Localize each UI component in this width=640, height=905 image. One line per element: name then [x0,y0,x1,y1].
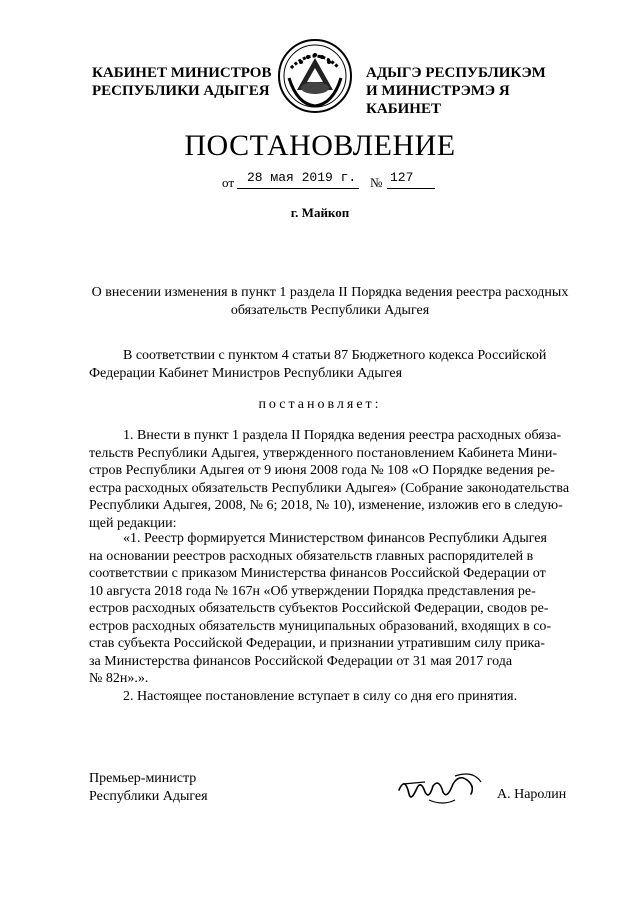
item-1-line: тельств Республики Адыгея, утвержденного постановлением Кабинета Мини- [89,445,557,461]
preamble-line2: Федерации Кабинет Министров Республики Адыгея [89,365,403,381]
resolves-heading: постановляет: [258,397,382,412]
preamble [89,347,583,382]
header-left-line2: РЕСПУБЛИКИ АДЫГЕЯ [92,83,270,99]
item-1-line: стров Республики Адыгея от 9 июня 2008 года № 108 «О Порядке ведения ре- [89,463,555,478]
subject-line1: О внесении изменения в пункт 1 раздела II Порядка ведения реестра расходных [91,285,569,300]
quote-line: на основании реестров расходных обязательств главных распорядителей в [89,548,534,564]
quote-line: за Министерства финансов Российской Федерации от 31 мая 2017 года [89,653,513,669]
date-underline [237,188,359,189]
coat-of-arms-icon [277,38,353,114]
subject-line2: обязательств Республики Адыгея [230,303,430,318]
quote-line: став субъекта Российской Федерации, и признании утратившим силу прика- [89,636,545,651]
date-prefix: от [222,175,235,190]
signatory-title-line1: Премьер-министр [89,771,197,786]
quote-line: № 82н».». [89,671,149,686]
signatory-name: А. Наролин [497,787,567,802]
quote-line: 10 августа 2018 года № 167н «Об утверждении Порядка представления ре- [89,583,536,599]
number-prefix: № [370,175,383,190]
document-number: 127 [390,170,414,185]
quote-line: естров расходных обязательств субъектов Российской Федерации, сводов ре- [89,601,549,616]
quote-line: соответствии с приказом Министерства финансов Российской Федерации от [89,566,546,581]
item-1-line: естра расходных обязательств Республики Адыгея» (Собрание законодательства [89,480,570,496]
header-left-line1: КАБИНЕТ МИНИСТРОВ [92,65,272,81]
subject [80,284,580,320]
header-left [92,64,272,100]
handwritten-signature-icon [395,770,485,810]
number-underline [387,188,435,189]
item-1 [89,427,583,532]
header-right-line2: И МИНИСТРЭМЭ Я КАБИНЕТ [366,83,510,117]
quoted-text [89,530,583,688]
document-date: 28 мая 2019 г. [247,170,357,185]
signatory-title-line2: Республики Адыгея [89,789,208,804]
item-1-line: Республики Адыгея, 2008, № 6; 2018, № 10), изменение, изложив его в следую- [89,498,563,513]
signatory-title [89,770,208,806]
item-2-text: 2. Настоящее постановление вступает в силу со дня его принятия. [123,689,518,704]
quote-line: естров расходных обязательств муниципальных образований, входящих в со- [89,618,552,634]
quote-line: «1. Реестр формируется Министерством финансов Республики Адыгея [123,531,547,546]
item-2 [89,688,583,706]
item-1-line: 1. Внести в пункт 1 раздела II Порядка ведения реестра расходных обяза- [123,428,562,443]
document-title: ПОСТАНОВЛЕНИЕ [184,129,456,162]
header-right-line1: АДЫГЭ РЕСПУБЛИКЭМ [366,65,546,81]
preamble-line1: В соответствии с пунктом 4 статьи 87 Бюджетного кодекса Российской [123,348,547,363]
item-1-line: щей редакции: [89,515,177,531]
city: г. Майкоп [290,205,350,220]
header-right [366,64,586,118]
